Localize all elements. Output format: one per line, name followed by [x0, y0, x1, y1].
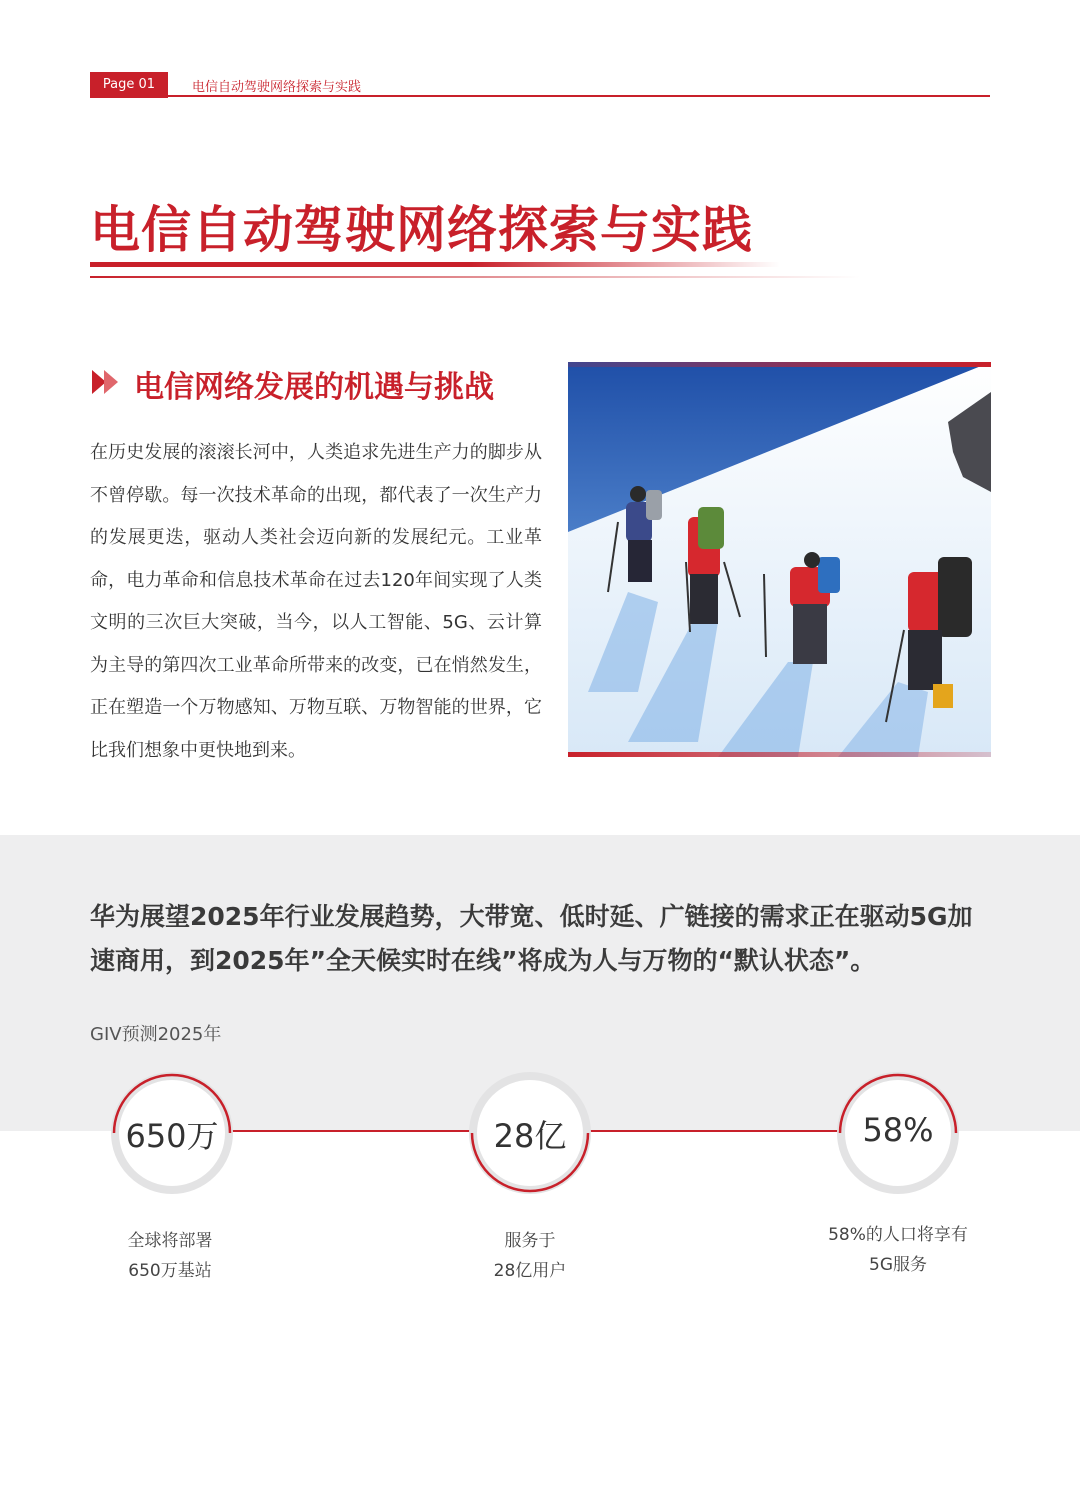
stat-caption-2-line2: 28亿用户 — [493, 1261, 567, 1281]
highlight-statement: 华为展望2025年行业发展趋势，大带宽、低时延、广链接的需求正在驱动5G加速商用，到2025年”全天候实时在线”将成为人与万物的“默认状态”。 — [90, 902, 973, 975]
stat-caption-2 — [420, 1226, 640, 1286]
stat-value-3: 58% — [862, 1111, 934, 1149]
section-title: 电信网络发展的机遇与挑战 — [134, 370, 494, 405]
page-title: 电信自动驾驶网络探索与实践 — [90, 201, 753, 259]
stat-caption-1 — [60, 1226, 280, 1286]
stat-caption-2-line1: 服务于 — [504, 1231, 556, 1251]
stat-caption-3-line2: 5G服务 — [869, 1255, 927, 1275]
photo-top-border — [568, 362, 991, 367]
stat-caption-1-line1: 全球将部署 — [127, 1231, 213, 1251]
stat-value-1: 650万 — [125, 1117, 219, 1155]
page-number-tag: Page 01 — [90, 72, 168, 98]
stat-caption-1-line2: 650万基站 — [128, 1261, 212, 1281]
stat-value-2: 28亿 — [493, 1117, 567, 1155]
double-arrow-icon — [92, 369, 126, 395]
section-body-paragraph: 在历史发展的滚滚长河中，人类追求先进生产力的脚步从不曾停歇。每一次技术革命的出现，都代表了一次生产力的发展更迭，驱动人类社会迈向新的发展纪元。工业革命，电力革命和信息技术革命在过去120年间实现了人类文明的三次巨大突破，当今，以人工智能、5G、云计算为主导的第四次工业革命所带来的改变，已在悄然发生，正在塑造一个万物感知、万物互联、万物智能的世界，它比我们想象中更快地到来。 — [90, 442, 542, 761]
stat-caption-3 — [788, 1220, 1008, 1280]
title-underline-thin — [90, 276, 860, 278]
title-underline-thick — [90, 262, 780, 267]
forecast-label: GIV预测2025年 — [90, 1024, 222, 1045]
photo-bottom-border — [568, 752, 991, 757]
mountaineers-photo — [568, 362, 991, 757]
header-divider — [90, 95, 990, 97]
stat-caption-3-line1: 58%的人口将享有 — [828, 1225, 968, 1245]
running-header-title: 电信自动驾驶网络探索与实践 — [192, 80, 362, 95]
